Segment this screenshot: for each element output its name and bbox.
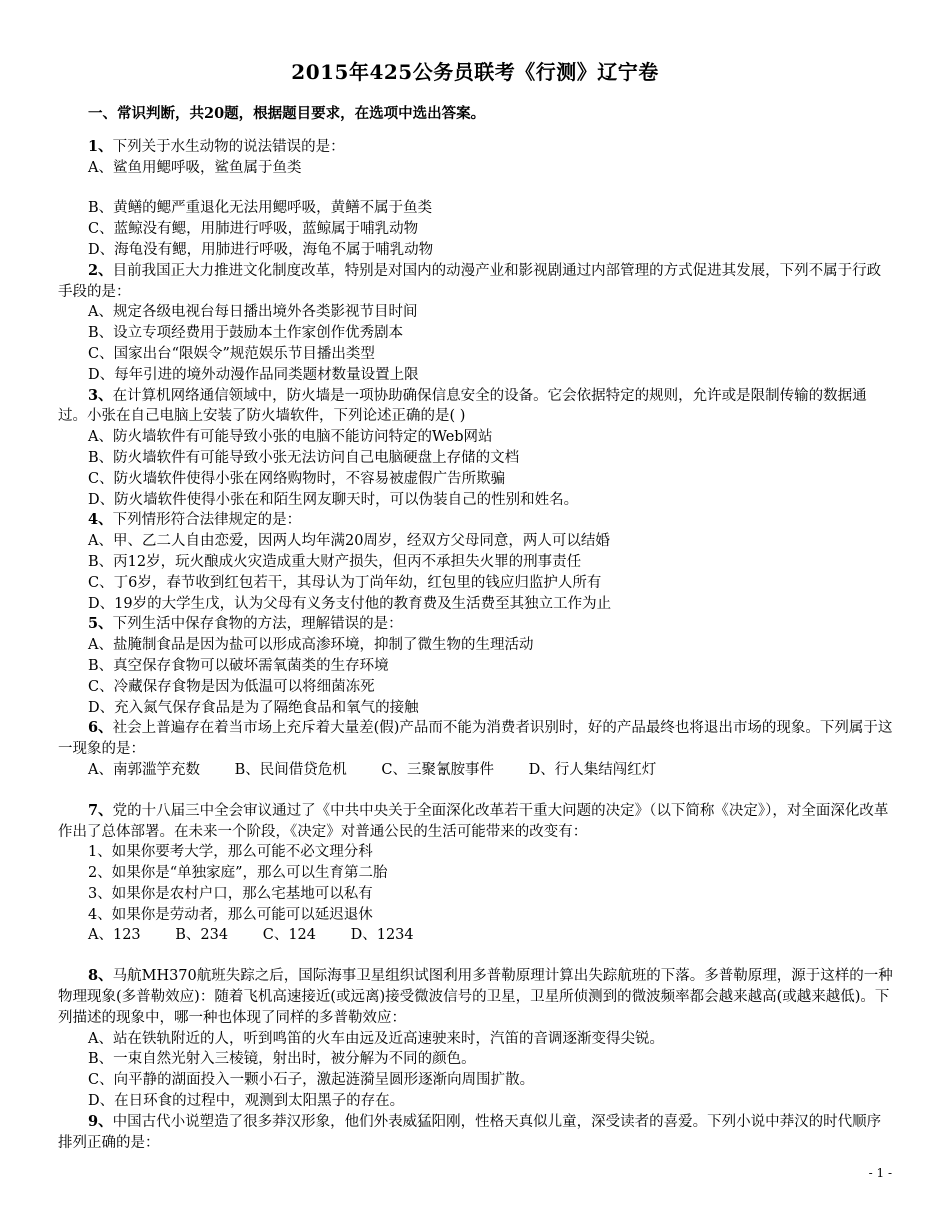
question-4-option-b: B、丙12岁，玩火酿成火灾造成重大财产损失，但丙不承担失火罪的刑事责任 (88, 553, 582, 570)
question-number: 4、 (88, 511, 113, 529)
question-9-stem: 9、中国古代小说塑造了很多莽汉形象，他们外表威猛阳刚，性格天真似儿童，深受读者的喜爱。下列小说中莽汉的时代顺序排列正确的是： (58, 1112, 882, 1151)
question-6-options (58, 760, 894, 781)
question-number: 2、 (88, 261, 113, 279)
question-7-options (58, 925, 894, 946)
question-2-option-d: D、每年引进的境外动漫作品同类题材数量设置上限 (88, 366, 419, 383)
document-body (58, 104, 894, 1153)
question-4-option-a: A、甲、乙二人自由恋爱，因两人均年满20周岁，经双方父母同意，两人可以结婚 (88, 533, 610, 550)
blank-line (58, 781, 894, 801)
question-1-option-d: D、海龟没有鳃，用肺进行呼吸，海龟不属于哺乳动物 (88, 241, 434, 258)
question-6-option-d: D、行人集结闯红灯 (528, 761, 657, 778)
question-6-option-a: A、南郭滥竽充数 (88, 761, 200, 778)
question-8-option-a: A、站在铁轨附近的人，听到鸣笛的火车由远及近高速驶来时，汽笛的音调逐渐变得尖锐。 (88, 1030, 664, 1047)
question-7-option-d: D、1234 (350, 927, 414, 944)
question-1-option-a: A、鲨鱼用鳃呼吸，鲨鱼属于鱼类 (88, 159, 302, 176)
question-7-item-2: 2、如果你是“单独家庭”，那么可以生育第二胎 (88, 865, 388, 882)
question-5-option-d: D、充入氮气保存食品是为了隔绝食品和氧气的接触 (88, 699, 419, 716)
section-heading: 一、常识判断，共20题，根据题目要求，在选项中选出答案。 (88, 105, 486, 122)
question-8-option-d: D、在日环食的过程中，观测到太阳黑子的存在。 (88, 1093, 405, 1110)
question-4-option-d: D、19岁的大学生戊，认为父母有义务支付他的教育费及生活费至其独立工作为止 (88, 595, 612, 612)
question-7-item-3: 3、如果你是农村户口，那么宅基地可以私有 (88, 885, 373, 902)
question-number: 3、 (88, 386, 113, 404)
page-number: - 1 - (868, 1166, 892, 1180)
question-5-option-a: A、盐腌制食品是因为盐可以形成高渗环境，抑制了微生物的生理活动 (88, 637, 534, 654)
question-2-option-a: A、规定各级电视台每日播出境外各类影视节目时间 (88, 304, 418, 321)
question-5-stem: 5、下列生活中保存食物的方法，理解错误的是： (88, 615, 403, 633)
question-5-option-b: B、真空保存食物可以破坏需氧菌类的生存环境 (88, 657, 389, 674)
question-6-stem: 6、社会上普遍存在着当市场上充斥着大量差(假)产品而不能为消费者识别时，好的产品最终也将退出市场的现象。下列属于这一现象的是： (58, 719, 893, 758)
question-3-option-b: B、防火墙软件有可能导致小张无法访问自己电脑硬盘上存储的文档 (88, 449, 520, 466)
question-3-option-d: D、防火墙软件使得小张在和陌生网友聊天时，可以伪装自己的性别和姓名。 (88, 491, 579, 508)
question-7-item-4: 4、如果你是劳动者，那么可能可以延迟退休 (88, 906, 373, 923)
question-3-option-c: C、防火墙软件使得小张在网络购物时，不容易被虚假广告所欺骗 (88, 470, 506, 487)
question-number: 6、 (88, 719, 113, 737)
question-3-option-a: A、防火墙软件有可能导致小张的电脑不能访问特定的Web网站 (88, 429, 493, 446)
question-4-stem: 4、下列情形符合法律规定的是： (88, 511, 302, 529)
question-8-stem: 8、马航MH370航班失踪之后，国际海事卫星组织试图利用多普勒原理计算出失踪航班的下落。多普勒原理，源于这样的一种物理现象(多普勒效应)：随着飞机高速接近(或远离)接受微波信号的卫星，卫星所侦测到的微波频率都会越来越高(或越来越低)。下列描述的现象中，哪一种也体现了同样的多普勒效应： (58, 967, 893, 1026)
question-1-option-b: B、黄鳝的鳃严重退化无法用鳃呼吸，黄鳝不属于鱼类 (88, 200, 433, 217)
question-number: 5、 (88, 615, 113, 633)
blank-line (58, 178, 894, 198)
question-7-option-b: B、234 (175, 927, 229, 944)
question-3-stem: 3、在计算机网络通信领域中，防火墙是一项协助确保信息安全的设备。它会依据特定的规则，允许或是限制传输的数据通过。小张在自己电脑上安装了防火墙软件，下列论述正确的是( ) (58, 386, 867, 425)
question-number: 7、 (88, 801, 113, 819)
question-6-option-b: B、民间借贷危机 (234, 761, 347, 778)
page-title: 2015年425公务员联考《行测》辽宁卷 (291, 60, 659, 84)
question-7-stem: 7、党的十八届三中全会审议通过了《中共中央关于全面深化改革若干重大问题的决定》（以下简称《决定》），对全面深化改革作出了总体部署。在未来一个阶段，《决定》对普通公民的生活可能带来的改变有： (58, 801, 889, 840)
question-number: 9、 (88, 1112, 113, 1130)
question-8-option-b: B、一束自然光射入三棱镜，射出时，被分解为不同的颜色。 (88, 1051, 476, 1068)
question-2-stem: 2、目前我国正大力推进文化制度改革，特别是对国内的动漫产业和影视剧通过内部管理的方式促进其发展，下列不属于行政手段的是： (58, 261, 882, 300)
question-8-option-c: C、向平静的湖面投入一颗小石子，激起涟漪呈圆形逐渐向周围扩散。 (88, 1072, 535, 1089)
question-number: 1、 (88, 137, 113, 155)
question-4-option-c: C、丁6岁，春节收到红包若干，其母认为丁尚年幼，红包里的钱应归监护人所有 (88, 574, 602, 591)
question-1-stem: 1、下列关于水生动物的说法错误的是： (88, 137, 345, 155)
question-7-item-1: 1、如果你要考大学，那么可能不必文理分科 (88, 844, 373, 861)
question-5-option-c: C、冷藏保存食物是因为低温可以将细菌冻死 (88, 678, 375, 695)
question-1-option-c: C、蓝鲸没有鳃，用肺进行呼吸，蓝鲸属于哺乳动物 (88, 221, 419, 238)
question-7-option-a: A、123 (88, 927, 141, 944)
question-number: 8、 (88, 967, 113, 985)
question-7-option-c: C、124 (262, 927, 316, 944)
question-6-option-c: C、三聚氰胺事件 (381, 761, 494, 778)
blank-line (58, 946, 894, 966)
question-2-option-c: C、国家出台“限娱令”规范娱乐节目播出类型 (88, 345, 375, 362)
question-2-option-b: B、设立专项经费用于鼓励本土作家创作优秀剧本 (88, 325, 404, 342)
